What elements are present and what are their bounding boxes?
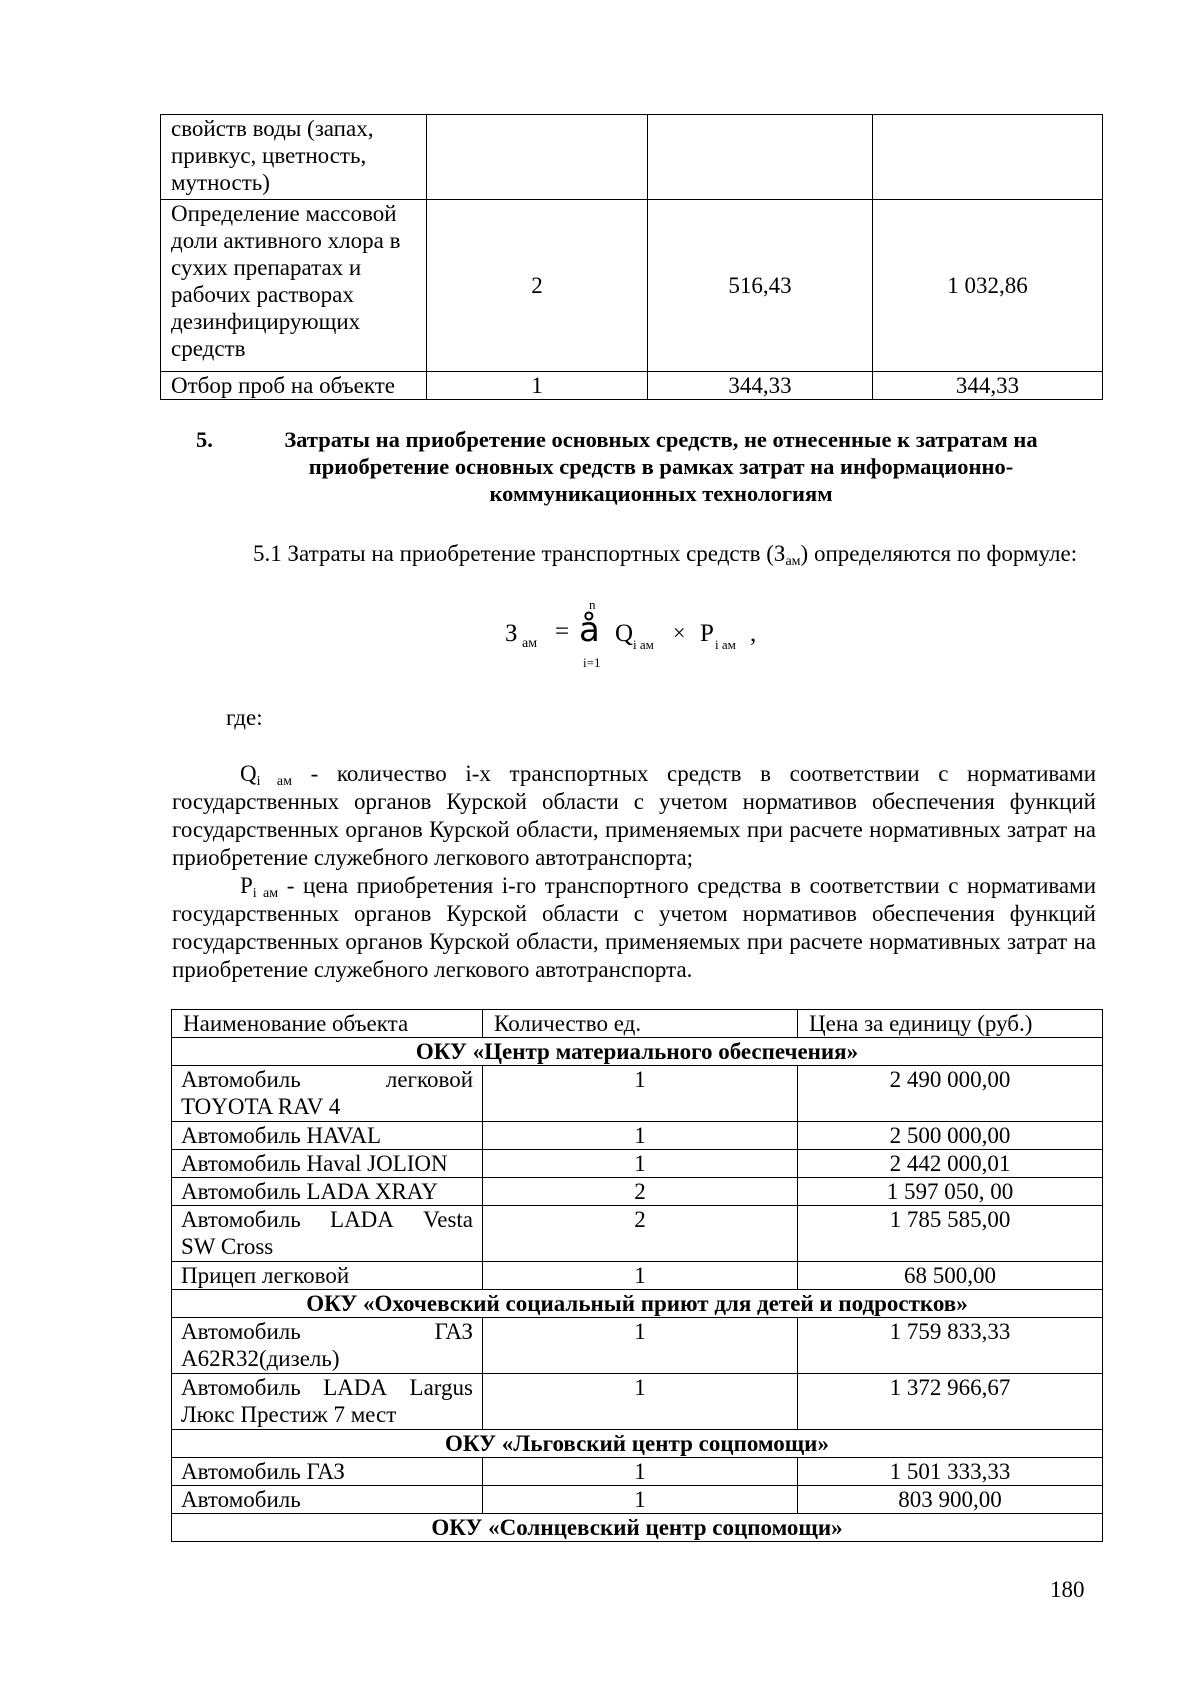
intro-text-before: 5.1 Затраты на приобретение транспортных средств (З [253,541,786,566]
unit-price-cell: 1 501 333,33 [798,1458,1103,1486]
vehicle-name-line2: TOYOTA RAV 4 [181,1094,341,1119]
group-header-row [172,1430,1103,1458]
qty-cell [427,115,648,200]
price-cell: 516,43 [648,200,873,372]
q-symbol-subscript: i ам [256,774,292,789]
vehicle-name-line1: Автомобиль Haval JOLION [181,1151,448,1176]
unit-price-cell: 68 500,00 [798,1262,1103,1290]
vehicle-name-cell [172,1122,483,1150]
sum-symbol: å [579,610,600,650]
unit-price-cell: 2 490 000,00 [798,1066,1103,1122]
where-label: где: [226,705,263,730]
vehicle-name-line1: Автомобиль LADA XRAY [181,1179,438,1204]
formula-times: × [673,620,686,645]
table-row [172,1262,1103,1290]
table-row [161,200,1103,372]
group-header-row [172,1290,1103,1318]
quantity-cell: 1 [483,1486,798,1514]
q-definition [172,760,1096,872]
vehicle-name-line1 [181,1066,473,1093]
row-name-cell: свойств воды (запах, привкус, цветность, мутность) [161,115,427,200]
intro-subscript: ам [785,554,801,569]
table-row [172,1458,1103,1486]
quantity-cell: 1 [483,1318,798,1374]
quantity-cell: 2 [483,1206,798,1262]
vehicle-name-word: Автомобиль [181,1067,301,1092]
formula-lhs: З [505,620,518,647]
formula-equals: = [555,618,570,645]
vehicle-name-line1: Автомобиль [181,1487,301,1512]
vehicle-name-line2: SW Cross [181,1234,274,1259]
section-number: 5. [196,427,213,452]
quantity-cell: 1 [483,1458,798,1486]
unit-price-cell: 1 785 585,00 [798,1206,1103,1262]
intro-text-after: ) определяются по формуле: [800,541,1078,566]
formula-lower-limit: i=1 [583,655,601,670]
total-cell [873,115,1103,200]
table-row [172,1066,1103,1122]
formula-q: Q [615,620,634,647]
formula-p: P [700,620,714,647]
vehicle-name-line1 [181,1374,473,1401]
page-number: 180 [1050,1577,1085,1602]
quantity-cell: 2 [483,1178,798,1206]
q-symbol: Q [240,761,257,786]
vehicle-name-word: Автомобиль [181,1207,301,1232]
vehicle-name-cell [172,1486,483,1514]
table-row [172,1486,1103,1514]
vehicle-name-cell [172,1374,483,1430]
unit-price-cell: 803 900,00 [798,1486,1103,1514]
vehicle-cost-table [171,1009,1103,1542]
analysis-cost-table-body [161,115,1103,400]
formula-lhs-subscript: ам [522,636,538,651]
vehicle-name-word: LADA [323,1375,388,1400]
table-row [172,1178,1103,1206]
formula-upper-limit: n [589,597,596,612]
quantity-cell: 1 [483,1122,798,1150]
vehicle-name-word: LADA [330,1207,394,1232]
unit-price-cell: 1 759 833,33 [798,1318,1103,1374]
header-quantity: Количество ед. [483,1010,798,1038]
group-title: ОКУ «Солнцевский центр соцпомощи» [172,1514,1103,1542]
vehicle-name-word: Автомобиль [181,1319,301,1344]
section-title-text: Затраты на приобретение основных средств, не отнесенные к затратам на приобретение основных средств в рамках затрат на информационно-коммуникационных технологиям [284,427,1038,506]
section-heading [196,426,1096,507]
unit-price-cell: 1 597 050, 00 [798,1178,1103,1206]
table-row [172,1122,1103,1150]
price-cell [648,115,873,200]
table-header-row [172,1010,1103,1038]
vehicle-name-word: Vesta [423,1207,473,1232]
table-row [172,1150,1103,1178]
p-definition-text: - цена приобретения i-го транспортного средства в соответствии с нормативами государственных органов Курской области с учетом нормативов обеспечения функций государственных органов Курской области, применяемых при расчете нормативных затрат на приобретение служебного легкового автотранспорта. [172,873,1097,982]
formula [505,597,805,680]
vehicle-name-line1: Автомобиль HAVAL [181,1123,382,1148]
group-header-row [172,1038,1103,1066]
vehicle-name-line2: Люкс Престиж 7 мест [181,1402,397,1427]
vehicle-name-cell [172,1150,483,1178]
row-name-cell: Определение массовой доли активного хлора в сухих препаратах и рабочих растворах дезинфицирующих средств [161,200,427,372]
vehicle-name-line1 [181,1206,473,1233]
formula-p-subscript: i ам [715,637,736,652]
table-row [161,372,1103,400]
group-title: ОКУ «Центр материального обеспечения» [172,1038,1103,1066]
group-header-row [172,1514,1103,1542]
vehicle-name-cell [172,1318,483,1374]
header-name: Наименование объекта [172,1010,483,1038]
total-cell: 344,33 [873,372,1103,400]
vehicle-name-word: легковой [385,1067,473,1092]
header-price: Цена за единицу (руб.) [798,1010,1103,1038]
vehicle-name-cell [172,1262,483,1290]
table-row [172,1318,1103,1374]
vehicle-name-line1: Прицеп легковой [181,1263,350,1288]
p-definition [172,872,1096,984]
vehicle-name-cell [172,1066,483,1122]
total-cell: 1 032,86 [873,200,1103,372]
quantity-cell: 1 [483,1066,798,1122]
analysis-cost-table [160,114,1103,400]
vehicle-name-cell [172,1458,483,1486]
group-title: ОКУ «Охочевский социальный приют для детей и подростков» [172,1290,1103,1318]
unit-price-cell: 1 372 966,67 [798,1374,1103,1430]
quantity-cell: 1 [483,1262,798,1290]
qty-cell: 1 [427,372,648,400]
p-symbol: P [240,873,253,898]
vehicle-name-line2: A62R32(дизель) [181,1346,340,1371]
price-cell: 344,33 [648,372,873,400]
formula-q-subscript: i ам [633,637,654,652]
group-title: ОКУ «Льговский центр соцпомощи» [172,1430,1103,1458]
table-row [172,1374,1103,1430]
unit-price-cell: 2 500 000,00 [798,1122,1103,1150]
row-name-cell: Отбор проб на объекте [161,372,427,400]
vehicle-name-word: ГАЗ [434,1319,473,1344]
vehicle-cost-table-body [172,1010,1103,1542]
vehicle-name-word: Автомобиль [181,1375,301,1400]
unit-price-cell: 2 442 000,01 [798,1150,1103,1178]
vehicle-name-cell [172,1206,483,1262]
q-definition-text: - количество i-х транспортных средств в соответствии с нормативами государственных органов Курской области с учетом нормативов обеспечения функций государственных органов Курской области, применяемых при расчете нормативных затрат на приобретение служебного легкового автотранспорта; [172,761,1097,870]
table-row [172,1206,1103,1262]
vehicle-name-line1: Автомобиль ГАЗ [181,1459,345,1484]
intro-paragraph [172,540,1096,568]
vehicle-name-cell [172,1178,483,1206]
vehicle-name-line1 [181,1318,473,1345]
formula-trailing: , [750,620,757,647]
table-row [161,115,1103,200]
quantity-cell: 1 [483,1150,798,1178]
quantity-cell: 1 [483,1374,798,1430]
vehicle-name-word: Largus [409,1375,473,1400]
qty-cell: 2 [427,200,648,372]
p-symbol-subscript: i ам [252,886,279,901]
